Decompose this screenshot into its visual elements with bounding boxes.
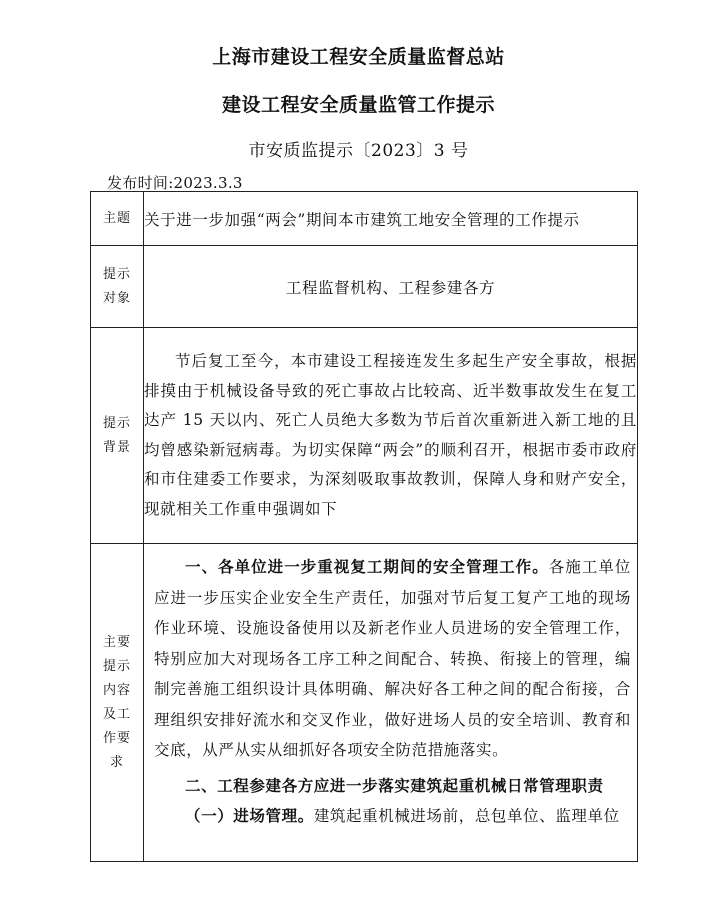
main-content-cell	[144, 544, 638, 862]
target-label-cell	[91, 246, 144, 328]
subject-label: 主题	[103, 210, 132, 226]
main-label: 主要提示内容及工作要求	[103, 634, 132, 770]
target-text: 工程监督机构、工程参建各方	[144, 246, 638, 328]
table-row-target	[91, 246, 638, 328]
target-label: 提示对象	[103, 266, 132, 306]
main-item-1-heading: 一、各单位进一步重视复工期间的安全管理工作。	[185, 557, 549, 576]
table-row-background	[91, 328, 638, 544]
main-item-3-text: 建筑起重机械进场前，总包单位、监理单位	[313, 807, 620, 825]
background-label-cell	[91, 328, 144, 544]
background-text: 节后复工至今，本市建设工程接连发生多起生产安全事故，根据排摸由于机械设备导致的死亡事故占比较高、近半数事故发生在复工达产 15 天以内、死亡人员绝大多数为节后首次重新进入新工地的且均曾感染新冠病毒。为切实保障“两会”的顺利召开，根据市委市政府和市住建委工作要求，为深刻吸取事故教训，保障人身和财产安全，现就相关工作重申强调如下	[144, 328, 638, 544]
document-type-title: 建设工程安全质量监管工作提示	[221, 94, 495, 116]
main-item-1-text: 各施工单位应进一步压实企业安全生产责任，加强对节后复工复产工地的现场作业环境、设施设备使用以及新老作业人员进场的安全管理工作，特别应加大对现场各工序工种之间配合、转换、衔接上的管理，编制完善施工组织设计具体明确、解决好各工种之间的配合衔接，合理组织安排好流水和交叉作业，做好进场人员的安全培训、教育和交底，从严从实从细抓好各项安全防范措施落实。	[154, 558, 631, 759]
table-row-main	[91, 544, 638, 862]
document-number: 市安质监提示〔2023〕3 号	[248, 141, 469, 161]
table-row-subject	[91, 192, 638, 246]
subject-label-cell	[91, 192, 144, 246]
main-item-3-heading: （一）进场管理。	[185, 806, 314, 825]
main-item-3	[154, 801, 631, 832]
organization-title: 上海市建设工程安全质量监督总站	[212, 46, 505, 68]
background-label: 提示背景	[103, 415, 132, 455]
main-item-2-heading: 二、工程参建各方应进一步落实建筑起重机械日常管理职责	[185, 775, 604, 795]
notice-table	[90, 191, 638, 862]
publish-date: 发布时间:2023.3.3	[107, 174, 243, 192]
subject-text: 关于进一步加强“两会”期间本市建筑工地安全管理的工作提示	[144, 192, 638, 246]
main-label-cell	[91, 544, 144, 862]
main-item-1	[154, 552, 631, 766]
